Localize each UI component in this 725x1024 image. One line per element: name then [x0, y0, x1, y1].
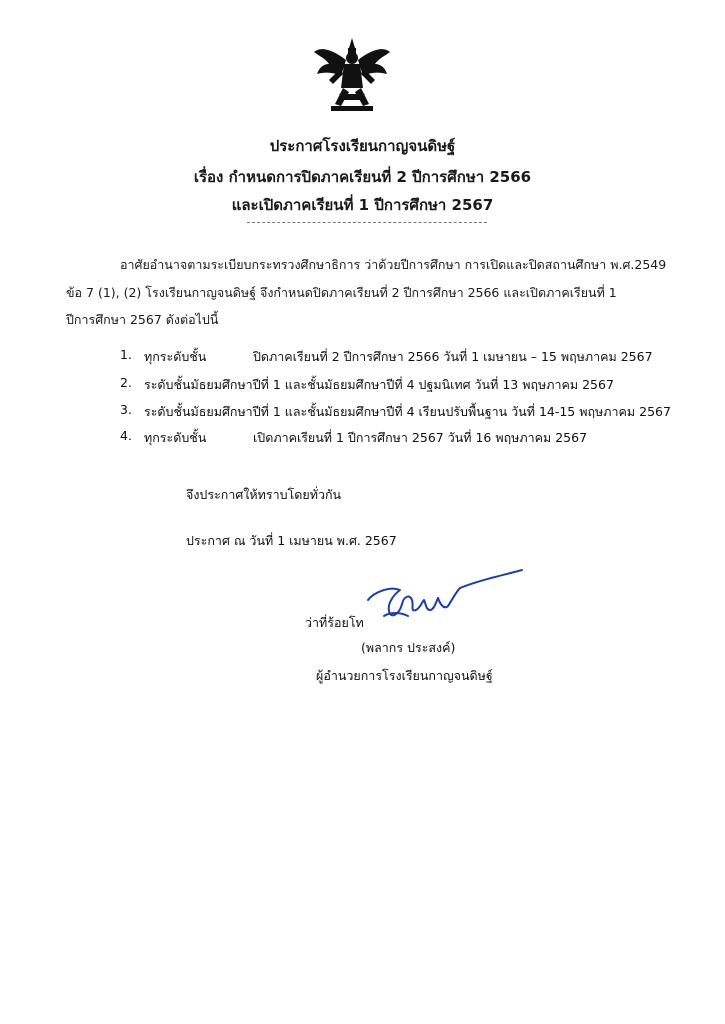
item-number: 2.: [120, 375, 132, 390]
item-text: ระดับชั้นมัธยมศึกษาปีที่ 1 และชั้นมัธยมศึกษาปีที่ 4 ปฐมนิเทศ วันที่ 13 พฤษภาคม 2567: [144, 377, 614, 392]
intro-line-2: ข้อ 7 (1), (2) โรงเรียนกาญจนดิษฐ์ จึงกำหนดปิดภาคเรียนที่ 2 ปีการศึกษา 2566 และเปิดภาคเรียนที่ 1: [66, 285, 617, 300]
item-label: ทุกระดับชั้น: [144, 430, 207, 445]
item-detail: ปิดภาคเรียนที่ 2 ปีการศึกษา 2566 วันที่ 1 เมษายน – 15 พฤษภาคม 2567: [253, 349, 653, 364]
intro-line-3: ปีการศึกษา 2567 ดังต่อไปนี้: [66, 312, 219, 327]
announcement-title: ประกาศโรงเรียนกาญจนดิษฐ์: [269, 137, 456, 155]
item-text: ระดับชั้นมัธยมศึกษาปีที่ 1 และชั้นมัธยมศึกษาปีที่ 4 เรียนปรับพื้นฐาน วันที่ 14-15 พฤษภาคม 2567: [144, 404, 671, 419]
item-number: 1.: [120, 347, 132, 362]
item-number: 4.: [120, 428, 132, 443]
signer-position: ผู้อำนวยการโรงเรียนกาญจนดิษฐ์: [316, 668, 493, 683]
handwritten-signature: [360, 566, 530, 626]
signer-name: (พลากร ประสงค์): [361, 640, 456, 655]
dated-line: ประกาศ ณ วันที่ 1 เมษายน พ.ศ. 2567: [186, 533, 397, 548]
item-label: ทุกระดับชั้น: [144, 349, 207, 364]
signer-rank: ว่าที่ร้อยโท: [305, 615, 364, 630]
separator: [247, 222, 487, 223]
intro-line-1: อาศัยอำนาจตามระเบียบกระทรวงศึกษาธิการ ว่าด้วยปีการศึกษา การเปิดและปิดสถานศึกษา พ.ศ.2549: [120, 257, 667, 272]
announce-line: จึงประกาศให้ทราบโดยทั่วกัน: [186, 487, 342, 502]
announcement-subject: เรื่อง กำหนดการปิดภาคเรียนที่ 2 ปีการศึกษา 2566: [193, 168, 532, 186]
item-number: 3.: [120, 402, 132, 417]
item-detail: เปิดภาคเรียนที่ 1 ปีการศึกษา 2567 วันที่ 16 พฤษภาคม 2567: [253, 430, 588, 445]
announcement-subject-continued: และเปิดภาคเรียนที่ 1 ปีการศึกษา 2567: [231, 196, 494, 214]
garuda-emblem-icon: [311, 36, 393, 118]
